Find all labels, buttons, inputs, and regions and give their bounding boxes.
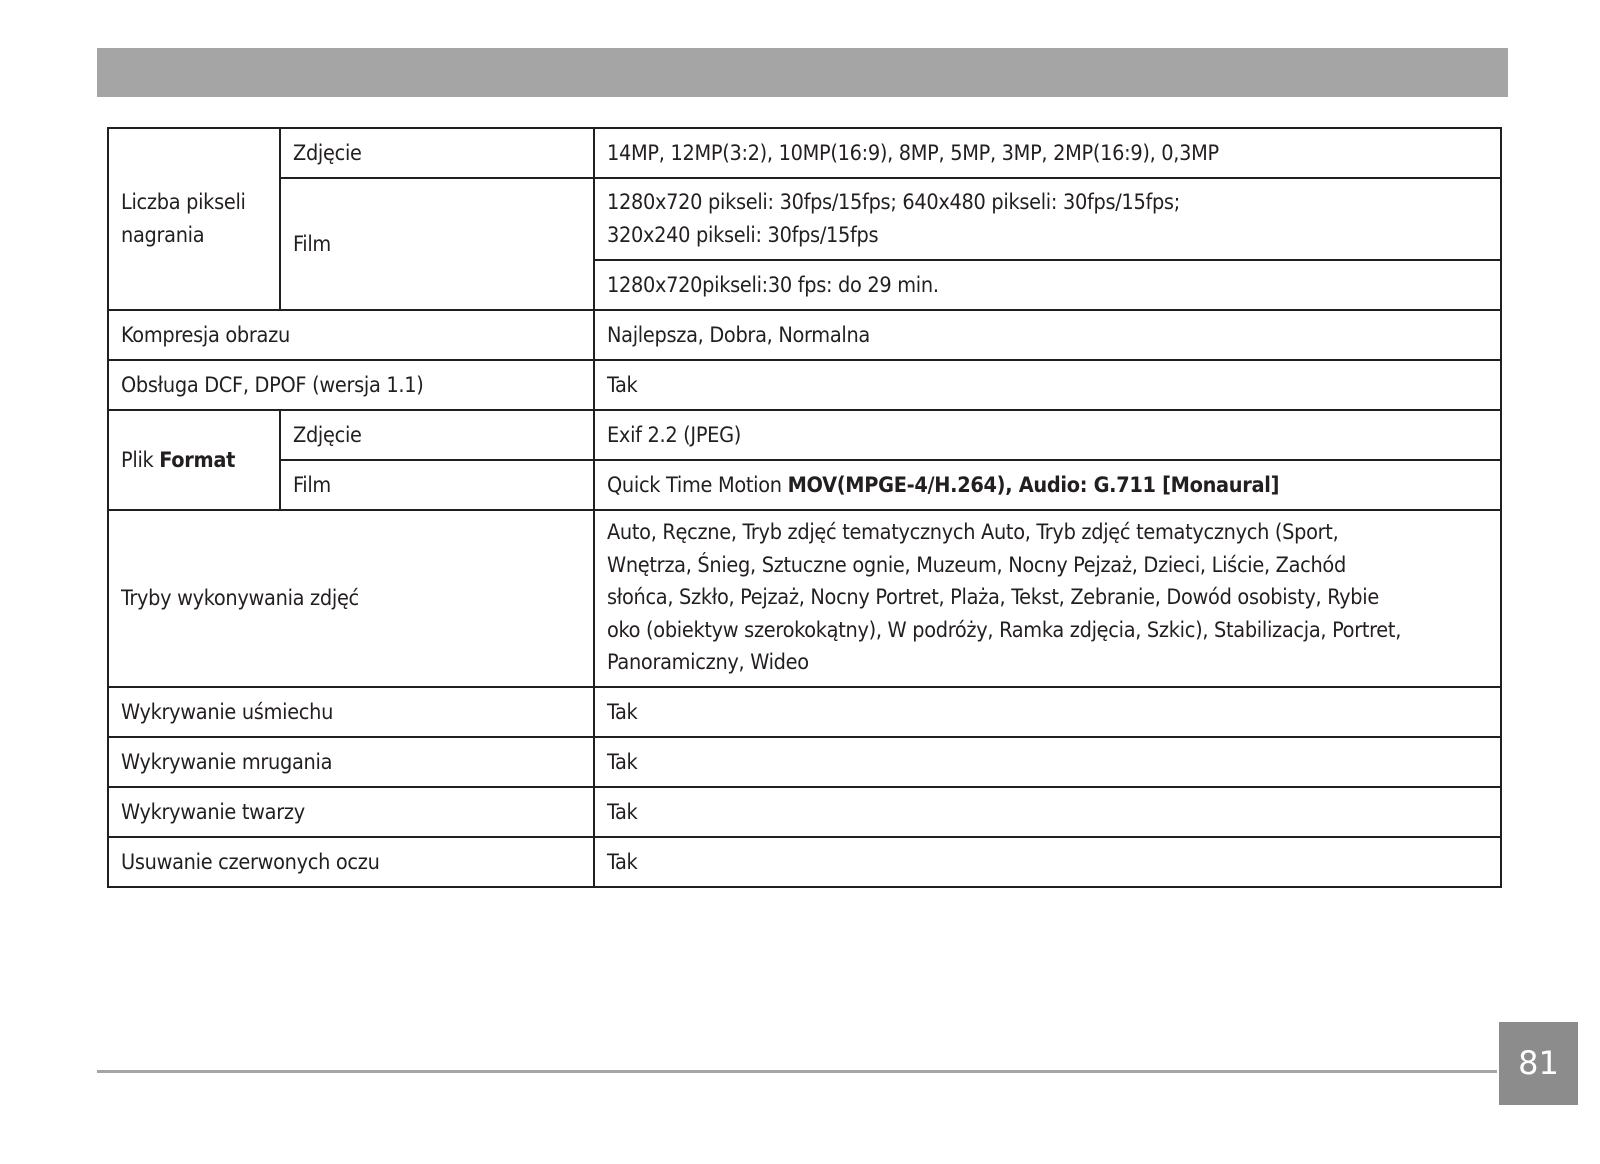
value-line: słońca, Szkło, Pejzaż, Nocny Portret, Plaża, Tekst, Zebranie, Dowód osobisty, Rybie <box>607 585 1379 611</box>
sub-label-film: Film <box>280 178 594 310</box>
value-photo-resolutions: 14MP, 12MP(3:2), 10MP(16:9), 8MP, 5MP, 3MP, 2MP(16:9), 0,3MP <box>594 128 1501 178</box>
value-bold: MOV(MPGE-4/H.264), Audio: G.711 [Monaural] <box>787 472 1280 498</box>
value-blink: Tak <box>594 737 1501 787</box>
spec-table <box>107 127 1502 888</box>
value-film-format <box>594 460 1501 510</box>
value-line: 1280x720 pikseli: 30fps/15fps; 640x480 pikseli: 30fps/15fps; <box>607 190 1180 215</box>
value-film-resolutions <box>594 178 1501 260</box>
table-row <box>108 787 1501 837</box>
table-row <box>108 460 1501 510</box>
page-number: 81 <box>1499 1022 1578 1105</box>
header-bar <box>97 48 1508 97</box>
table-row <box>108 837 1501 887</box>
sub-label-film: Film <box>280 460 594 510</box>
footer-line <box>97 1070 1497 1073</box>
value-redeye: Tak <box>594 837 1501 887</box>
table-row <box>108 687 1501 737</box>
value-film-limit: 1280x720pikseli:30 fps: do 29 min. <box>594 260 1501 310</box>
value-modes <box>594 510 1501 687</box>
table-row <box>108 128 1501 178</box>
value-line: oko (obiektyw szerokokątny), W podróży, Ramka zdjęcia, Szkic), Stabilizacja, Portret, <box>607 617 1402 643</box>
label-bold: Format <box>159 447 236 473</box>
value-smile: Tak <box>594 687 1501 737</box>
sub-label-photo: Zdjęcie <box>280 128 594 178</box>
value-compression: Najlepsza, Dobra, Normalna <box>594 310 1501 360</box>
table-row <box>108 410 1501 460</box>
row-label-face: Wykrywanie twarzy <box>108 787 594 837</box>
table-row <box>108 360 1501 410</box>
row-label-modes: Tryby wykonywania zdjęć <box>108 510 594 687</box>
row-label-smile: Wykrywanie uśmiechu <box>108 687 594 737</box>
sub-label-photo: Zdjęcie <box>280 410 594 460</box>
value-line: Auto, Ręczne, Tryb zdjęć tematycznych Auto, Tryb zdjęć tematycznych (Sport, <box>607 520 1339 546</box>
table-row <box>108 737 1501 787</box>
row-label-dcf: Obsługa DCF, DPOF (wersja 1.1) <box>108 360 594 410</box>
value-line: Wnętrza, Śnieg, Sztuczne ognie, Muzeum, Nocny Pejzaż, Dzieci, Liście, Zachód <box>607 552 1346 578</box>
row-label-blink: Wykrywanie mrugania <box>108 737 594 787</box>
row-label-redeye: Usuwanie czerwonych oczu <box>108 837 594 887</box>
value-dcf: Tak <box>594 360 1501 410</box>
table-row <box>108 178 1501 260</box>
table-row <box>108 310 1501 360</box>
value-face: Tak <box>594 787 1501 837</box>
table-row <box>108 510 1501 687</box>
row-label-compression: Kompresja obrazu <box>108 310 594 360</box>
row-label-file-format <box>108 410 280 510</box>
value-line: Panoramiczny, Wideo <box>607 650 809 676</box>
value-photo-format: Exif 2.2 (JPEG) <box>594 410 1501 460</box>
value-line: 320x240 pikseli: 30fps/15fps <box>607 223 879 248</box>
label-prefix: Plik <box>121 447 154 473</box>
value-prefix: Quick Time Motion <box>607 472 782 498</box>
row-label-pixels: Liczba pikseli nagrania <box>108 128 280 310</box>
